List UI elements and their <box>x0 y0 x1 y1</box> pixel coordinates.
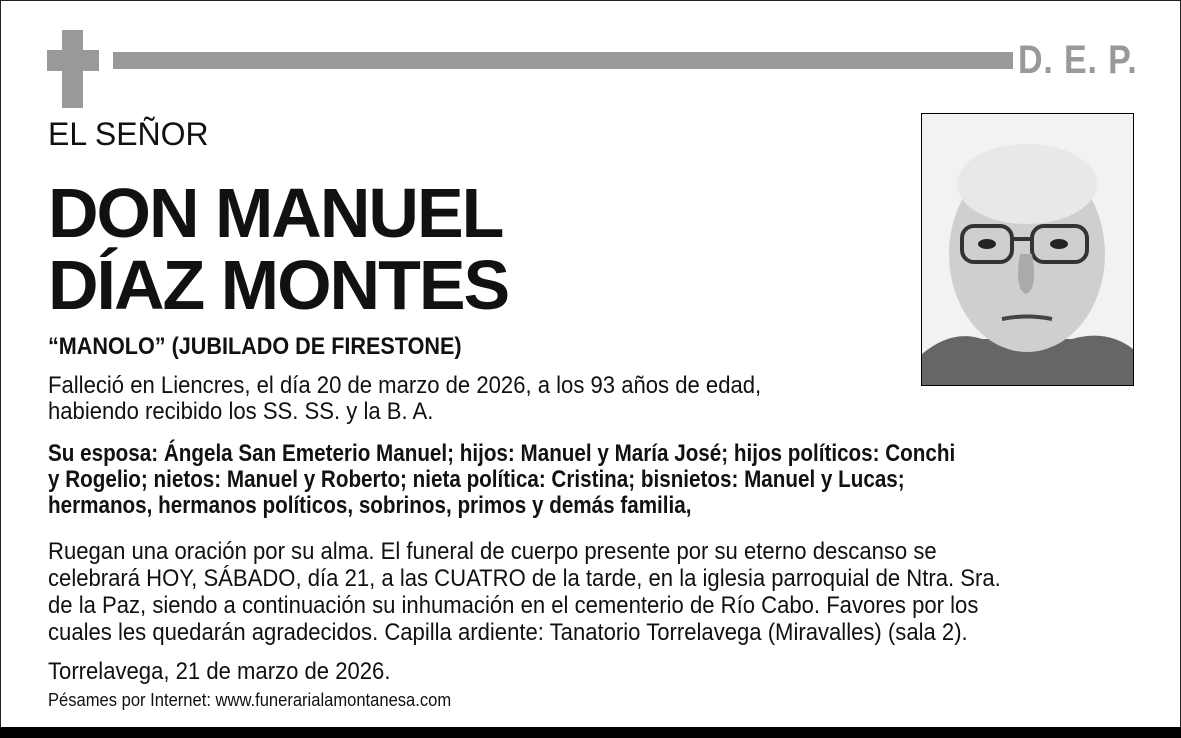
funeral-line: Ruegan una oración por su alma. El funeral de cuerpo presente por su eterno descanso se <box>48 538 937 565</box>
title-prefix: EL SEÑOR <box>48 116 209 152</box>
portrait-image <box>922 114 1133 385</box>
cross-icon-arm <box>47 50 99 71</box>
funeral-line: cuales les quedarán agradecidos. Capilla ardiente: Tanatorio Torrelavega (Miravalles) (sala 2). <box>48 619 968 646</box>
family-line: Su esposa: Ángela San Emeterio Manuel; hijos: Manuel y María José; hijos políticos: Conchi <box>48 440 956 467</box>
bottom-bar <box>0 727 1181 738</box>
family-line: y Rogelio; nietos: Manuel y Roberto; nieta política: Cristina; bisnietos: Manuel y Lucas; <box>48 466 905 493</box>
family-line: hermanos, hermanos políticos, sobrinos, primos y demás familia, <box>48 492 692 519</box>
name-line-2: DÍAZ MONTES <box>48 246 509 324</box>
death-line: habiendo recibido los SS. SS. y la B. A. <box>48 398 434 425</box>
condolences-link: Pésames por Internet: www.funerarialamontanesa.com <box>48 690 452 710</box>
death-line: Falleció en Liencres, el día 20 de marzo de 2026, a los 93 años de edad, <box>48 372 762 399</box>
header-rule <box>113 52 1013 69</box>
place-date: Torrelavega, 21 de marzo de 2026. <box>48 658 391 685</box>
deceased-photo <box>921 113 1134 386</box>
funeral-line: celebrará HOY, SÁBADO, día 21, a las CUATRO de la tarde, en la iglesia parroquial de Ntra. Sra. <box>48 565 1001 592</box>
nickname: “MANOLO” (JUBILADO DE FIRESTONE) <box>48 333 462 360</box>
dep-label: D. E. P. <box>1018 38 1138 82</box>
funeral-line: de la Paz, siendo a continuación su inhumación en el cementerio de Río Cabo. Favores por los <box>48 592 979 619</box>
name-line-1: DON MANUEL <box>48 174 503 252</box>
